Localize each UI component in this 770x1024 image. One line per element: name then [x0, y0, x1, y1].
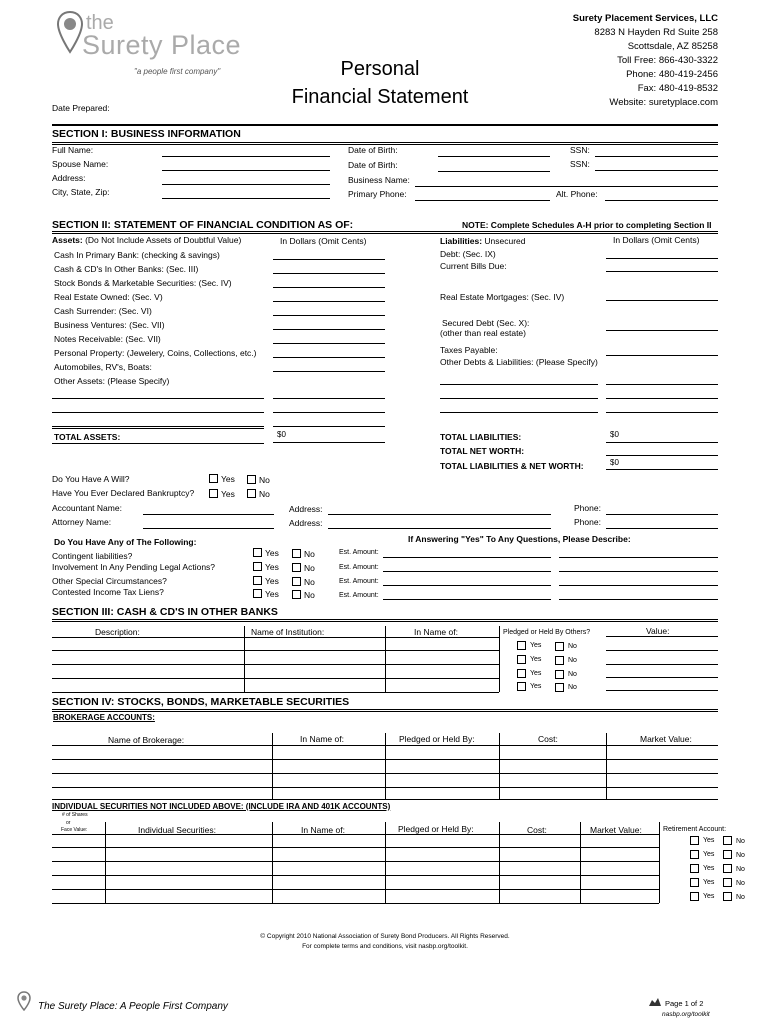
liab-value-field[interactable] — [606, 355, 718, 356]
accountant-field[interactable] — [143, 514, 274, 515]
asset-value-field[interactable] — [273, 357, 385, 358]
liab-current-label: Current Bills Due: — [440, 261, 507, 271]
liab-secured-label: Secured Debt (Sec. X): — [442, 318, 530, 328]
asset-label: Stock Bonds & Marketable Securities: (Sec. IV) — [54, 278, 232, 288]
retirement-yes-checkbox[interactable] — [690, 836, 699, 845]
full-name-field[interactable] — [162, 156, 330, 157]
copyright: © Copyright 2010 National Association of Surety Bond Producers. All Rights Reserved. — [260, 933, 510, 940]
attorney-label: Attorney Name: — [52, 517, 112, 527]
no-label: No — [568, 671, 577, 678]
will-no-checkbox[interactable] — [247, 475, 256, 484]
s4-col-individual: Individual Securities: — [138, 825, 216, 835]
other-liab-field[interactable] — [440, 398, 598, 399]
describe-field[interactable] — [559, 585, 718, 586]
liab-other-label: Other Debts & Liabilities: (Please Specify) — [440, 357, 598, 367]
s4b-col-in-name-of: In Name of: — [301, 825, 345, 835]
other-liab-field[interactable] — [440, 412, 598, 413]
accountant-address-field[interactable] — [328, 514, 551, 515]
no-label: No — [736, 866, 745, 873]
est-amount-field[interactable] — [383, 557, 551, 558]
asset-value-field[interactable] — [273, 315, 385, 316]
dob1-field[interactable] — [438, 156, 550, 157]
bankruptcy-yes-checkbox[interactable] — [209, 489, 218, 498]
form-title-line1: Personal — [340, 58, 420, 80]
individual-heading: INDIVIDUAL SECURITIES NOT INCLUDED ABOVE: (INCLUDE IRA AND 401K ACCOUNTS) — [52, 802, 391, 811]
liabilities-note: Unsecured — [482, 236, 526, 246]
accountant-label: Accountant Name: — [52, 503, 122, 513]
asset-label: Cash Surrender: (Sec. VI) — [54, 306, 152, 316]
no-label: No — [304, 590, 315, 600]
asset-value-field[interactable] — [273, 343, 385, 344]
other-asset-field[interactable] — [52, 426, 264, 427]
spouse-name-field[interactable] — [162, 170, 330, 171]
est-amount-label: Est. Amount: — [339, 592, 379, 599]
no-label: No — [304, 549, 315, 559]
alt-phone-label: Alt. Phone: — [556, 189, 598, 199]
section2-heading: SECTION II: STATEMENT OF FINANCIAL CONDITION AS OF: — [52, 219, 354, 231]
describe-field[interactable] — [559, 599, 718, 600]
liab-taxes-label: Taxes Payable: — [440, 345, 498, 355]
s4-col-brokerage: Name of Brokerage: — [108, 735, 185, 745]
yes-label: Yes — [530, 683, 542, 690]
no-label: No — [736, 894, 745, 901]
following-no-checkbox[interactable] — [292, 549, 301, 558]
describe-field[interactable] — [559, 557, 718, 558]
s3-yes-checkbox[interactable] — [517, 682, 526, 691]
company-address2: Scottsdale, AZ 85258 — [627, 41, 718, 52]
no-label: No — [736, 880, 745, 887]
asset-label: Business Ventures: (Sec. VII) — [54, 320, 165, 330]
following-no-checkbox[interactable] — [292, 577, 301, 586]
other-liab-value-field[interactable] — [606, 398, 718, 399]
dob1-label: Date of Birth: — [348, 145, 398, 155]
s3-col-institution: Name of Institution: — [251, 627, 325, 637]
alt-phone-field[interactable] — [605, 200, 718, 201]
asset-value-field[interactable] — [273, 287, 385, 288]
in-dollars-right: In Dollars (Omit Cents) — [613, 235, 700, 245]
assets-heading — [52, 236, 241, 245]
company-fax: Fax: 480-419-8532 — [637, 83, 718, 94]
est-amount-label: Est. Amount: — [339, 549, 379, 556]
est-amount-label: Est. Amount: — [339, 578, 379, 585]
company-website: Website: suretyplace.com — [609, 97, 718, 108]
address-field[interactable] — [162, 184, 330, 185]
business-name-field[interactable] — [415, 186, 718, 187]
bankruptcy-no-checkbox[interactable] — [247, 489, 256, 498]
company-name: Surety Placement Services, LLC — [572, 13, 718, 24]
s3-no-checkbox[interactable] — [555, 642, 564, 651]
following-item: Contingent liabilities? — [52, 551, 133, 561]
shares-label-line2: or — [66, 820, 71, 826]
s3-yes-checkbox[interactable] — [517, 655, 526, 664]
yes-label: Yes — [703, 893, 715, 900]
explain-prompt: If Answering "Yes" To Any Questions, Please Describe: — [408, 534, 631, 544]
following-no-checkbox[interactable] — [292, 563, 301, 572]
terms: For complete terms and conditions, visit nasbp.org/toolkit. — [302, 943, 468, 950]
shares-label-line3: Face Value: — [61, 827, 88, 833]
yes-label: Yes — [703, 879, 715, 886]
section2-note: NOTE: Complete Schedules A-H prior to completing Section II — [462, 220, 712, 230]
yes-label: Yes — [265, 548, 279, 558]
assets-note: (Do Not Include Assets of Doubtful Value) — [82, 235, 242, 245]
liab-value-field[interactable] — [606, 330, 718, 331]
will-yes-checkbox[interactable] — [209, 474, 218, 483]
full-name-label: Full Name: — [52, 145, 94, 155]
total-liab-nw-label: TOTAL LIABILITIES & NET WORTH: — [440, 461, 584, 471]
brokerage-heading: BROKERAGE ACCOUNTS: — [53, 713, 155, 722]
page-number: Page 1 of 2 — [665, 999, 704, 1008]
asset-label: Real Estate Owned: (Sec. V) — [54, 292, 163, 302]
est-amount-field[interactable] — [383, 571, 551, 572]
yes-label: Yes — [703, 837, 715, 844]
yes-label: Yes — [265, 589, 279, 599]
liab-value-field[interactable] — [606, 271, 718, 272]
asset-label: Cash & CD's In Other Banks: (Sec. III) — [54, 264, 199, 274]
retirement-no-checkbox[interactable] — [723, 836, 732, 845]
following-yes-checkbox[interactable] — [253, 548, 262, 557]
describe-field[interactable] — [559, 571, 718, 572]
yes-label: Yes — [530, 656, 542, 663]
map-pin-icon — [56, 10, 84, 54]
other-asset-field[interactable] — [52, 412, 264, 413]
other-liab-field[interactable] — [440, 384, 598, 385]
assets-label: Assets: — [52, 235, 83, 245]
section4-heading: SECTION IV: STOCKS, BONDS, MARKETABLE SECURITIES — [52, 696, 350, 708]
dob2-label: Date of Birth: — [348, 160, 398, 170]
nasbp-logo-icon — [648, 997, 662, 1008]
s3-value-field[interactable] — [606, 690, 718, 691]
s3-value-field[interactable] — [606, 650, 718, 651]
dob2-field[interactable] — [438, 171, 550, 172]
no-label: No — [304, 563, 315, 573]
attorney-phone-label: Phone: — [574, 517, 601, 527]
yes-label: Yes — [265, 562, 279, 572]
retirement-no-checkbox[interactable] — [723, 864, 732, 873]
asset-label: Other Assets: (Please Specify) — [54, 376, 170, 386]
company-tollfree: Toll Free: 866-430-3322 — [617, 55, 718, 66]
shares-label-line1: # of Shares — [62, 812, 88, 818]
yes-label: Yes — [530, 642, 542, 649]
total-liabilities-label: TOTAL LIABILITIES: — [440, 432, 522, 442]
s4b-col-retirement: Retirement Account: — [663, 826, 727, 833]
form-title-line2: Financial Statement — [291, 86, 469, 108]
s3-no-checkbox[interactable] — [555, 656, 564, 665]
brand-line2: Surety Place — [82, 30, 242, 60]
will-question: Do You Have A Will? — [52, 474, 130, 484]
s4-col-cost: Cost: — [538, 734, 558, 744]
total-assets-label: TOTAL ASSETS: — [54, 432, 121, 442]
s3-yes-checkbox[interactable] — [517, 641, 526, 650]
following-yes-checkbox[interactable] — [253, 589, 262, 598]
s3-value-field[interactable] — [606, 664, 718, 665]
yes-label: Yes — [221, 489, 235, 499]
attorney-address-field[interactable] — [328, 528, 551, 529]
section1-heading: SECTION I: BUSINESS INFORMATION — [52, 128, 241, 140]
company-address1: 8283 N Hayden Rd Suite 258 — [594, 27, 718, 38]
s4b-col-cost: Cost: — [527, 825, 547, 835]
ssn1-label: SSN: — [570, 145, 590, 155]
retirement-no-checkbox[interactable] — [723, 878, 732, 887]
brand-line1: the — [86, 12, 114, 34]
s3-col-pledged: Pledged or Held By Others? — [503, 629, 591, 636]
brand-tagline: "a people first company" — [134, 67, 221, 76]
liab-secured-note: (other than real estate) — [440, 328, 526, 338]
attorney-address-label: Address: — [289, 518, 323, 528]
asset-value-field[interactable] — [273, 329, 385, 330]
asset-value-field[interactable] — [273, 273, 385, 274]
other-liab-value-field[interactable] — [606, 384, 718, 385]
s4b-col-market: Market Value: — [590, 825, 642, 835]
yes-label: Yes — [703, 865, 715, 872]
liab-debt-label: Debt: (Sec. IX) — [440, 249, 496, 259]
est-amount-field[interactable] — [383, 599, 551, 600]
s4-col-in-name-of: In Name of: — [300, 734, 344, 744]
accountant-address-label: Address: — [289, 504, 323, 514]
following-item: Involvement In Any Pending Legal Actions? — [52, 562, 216, 572]
map-pin-icon — [17, 991, 31, 1011]
est-amount-label: Est. Amount: — [339, 564, 379, 571]
primary-phone-label: Primary Phone: — [348, 189, 407, 199]
retirement-yes-checkbox[interactable] — [690, 864, 699, 873]
spouse-name-label: Spouse Name: — [52, 159, 109, 169]
footer-site: nasbp.org/toolkit — [662, 1011, 710, 1018]
est-amount-field[interactable] — [383, 585, 551, 586]
other-asset-value-field[interactable] — [273, 426, 385, 427]
liab-value-field[interactable] — [606, 300, 718, 301]
in-dollars-left: In Dollars (Omit Cents) — [280, 236, 367, 246]
form-title — [270, 55, 490, 111]
footer-brand: The Surety Place: A People First Company — [38, 1001, 228, 1012]
asset-label: Notes Receivable: (Sec. VII) — [54, 334, 161, 344]
company-info — [573, 12, 718, 110]
section3-heading: SECTION III: CASH & CD'S IN OTHER BANKS — [52, 606, 278, 618]
yes-label: Yes — [530, 670, 542, 677]
other-asset-field[interactable] — [52, 398, 264, 399]
yes-label: Yes — [703, 851, 715, 858]
no-label: No — [568, 657, 577, 664]
s4-col-market: Market Value: — [640, 734, 692, 744]
company-phone: Phone: 480-419-2456 — [626, 69, 718, 80]
asset-label: Automobiles, RV's, Boats: — [54, 362, 152, 372]
s3-value-field[interactable] — [606, 677, 718, 678]
s3-col-value: Value: — [646, 626, 670, 636]
total-liab-nw-value: $0 — [610, 458, 619, 467]
address-label: Address: — [52, 173, 86, 183]
liabilities-label: Liabilities: — [440, 236, 483, 246]
business-name-label: Business Name: — [348, 175, 410, 185]
retirement-no-checkbox[interactable] — [723, 892, 732, 901]
yes-label: Yes — [221, 474, 235, 484]
other-asset-value-field[interactable] — [273, 412, 385, 413]
no-label: No — [736, 852, 745, 859]
following-item: Other Special Circumstances? — [52, 576, 167, 586]
following-item: Contested Income Tax Liens? — [52, 587, 164, 597]
no-label: No — [259, 475, 270, 485]
s4b-col-pledged: Pledged or Held By: — [398, 824, 474, 834]
s3-col-in-name-of: In Name of: — [414, 627, 458, 637]
city-state-zip-label: City, State, Zip: — [52, 187, 110, 197]
ssn1-field[interactable] — [595, 156, 718, 157]
s3-no-checkbox[interactable] — [555, 683, 564, 692]
total-assets-value: $0 — [277, 430, 286, 439]
total-liabilities-value: $0 — [610, 430, 619, 439]
no-label: No — [568, 684, 577, 691]
no-label: No — [304, 577, 315, 587]
logo — [52, 10, 252, 85]
following-yes-checkbox[interactable] — [253, 576, 262, 585]
asset-label: Personal Property: (Jewelery, Coins, Collections, etc.) — [54, 348, 257, 358]
liab-value-field[interactable] — [606, 258, 718, 259]
liab-re-mortgages-label: Real Estate Mortgages: (Sec. IV) — [440, 292, 565, 302]
accountant-phone-label: Phone: — [574, 503, 601, 513]
following-no-checkbox[interactable] — [292, 590, 301, 599]
retirement-yes-checkbox[interactable] — [690, 878, 699, 887]
s3-col-description: Description: — [95, 627, 140, 637]
ssn2-field[interactable] — [595, 170, 718, 171]
asset-value-field[interactable] — [273, 371, 385, 372]
other-liab-value-field[interactable] — [606, 412, 718, 413]
no-label: No — [568, 643, 577, 650]
no-label: No — [736, 838, 745, 845]
total-net-worth-label: TOTAL NET WORTH: — [440, 446, 525, 456]
bankruptcy-question: Have You Ever Declared Bankruptcy? — [52, 488, 195, 498]
ssn2-label: SSN: — [570, 159, 590, 169]
date-prepared-label: Date Prepared: — [52, 103, 110, 113]
asset-value-field[interactable] — [273, 301, 385, 302]
asset-label: Cash In Primary Bank: (checking & savings) — [54, 250, 220, 260]
following-yes-checkbox[interactable] — [253, 562, 262, 571]
accountant-phone-field[interactable] — [606, 514, 718, 515]
s3-yes-checkbox[interactable] — [517, 669, 526, 678]
yes-label: Yes — [265, 576, 279, 586]
s3-no-checkbox[interactable] — [555, 670, 564, 679]
liabilities-heading — [440, 237, 526, 246]
no-label: No — [259, 489, 270, 499]
retirement-yes-checkbox[interactable] — [690, 892, 699, 901]
primary-phone-field[interactable] — [415, 200, 550, 201]
attorney-field[interactable] — [143, 528, 274, 529]
following-question: Do You Have Any of The Following: — [54, 537, 197, 547]
other-asset-value-field[interactable] — [273, 398, 385, 399]
attorney-phone-field[interactable] — [606, 528, 718, 529]
retirement-no-checkbox[interactable] — [723, 850, 732, 859]
asset-value-field[interactable] — [273, 259, 385, 260]
city-state-zip-field[interactable] — [162, 198, 330, 199]
s4-col-pledged: Pledged or Held By: — [399, 734, 475, 744]
retirement-yes-checkbox[interactable] — [690, 850, 699, 859]
